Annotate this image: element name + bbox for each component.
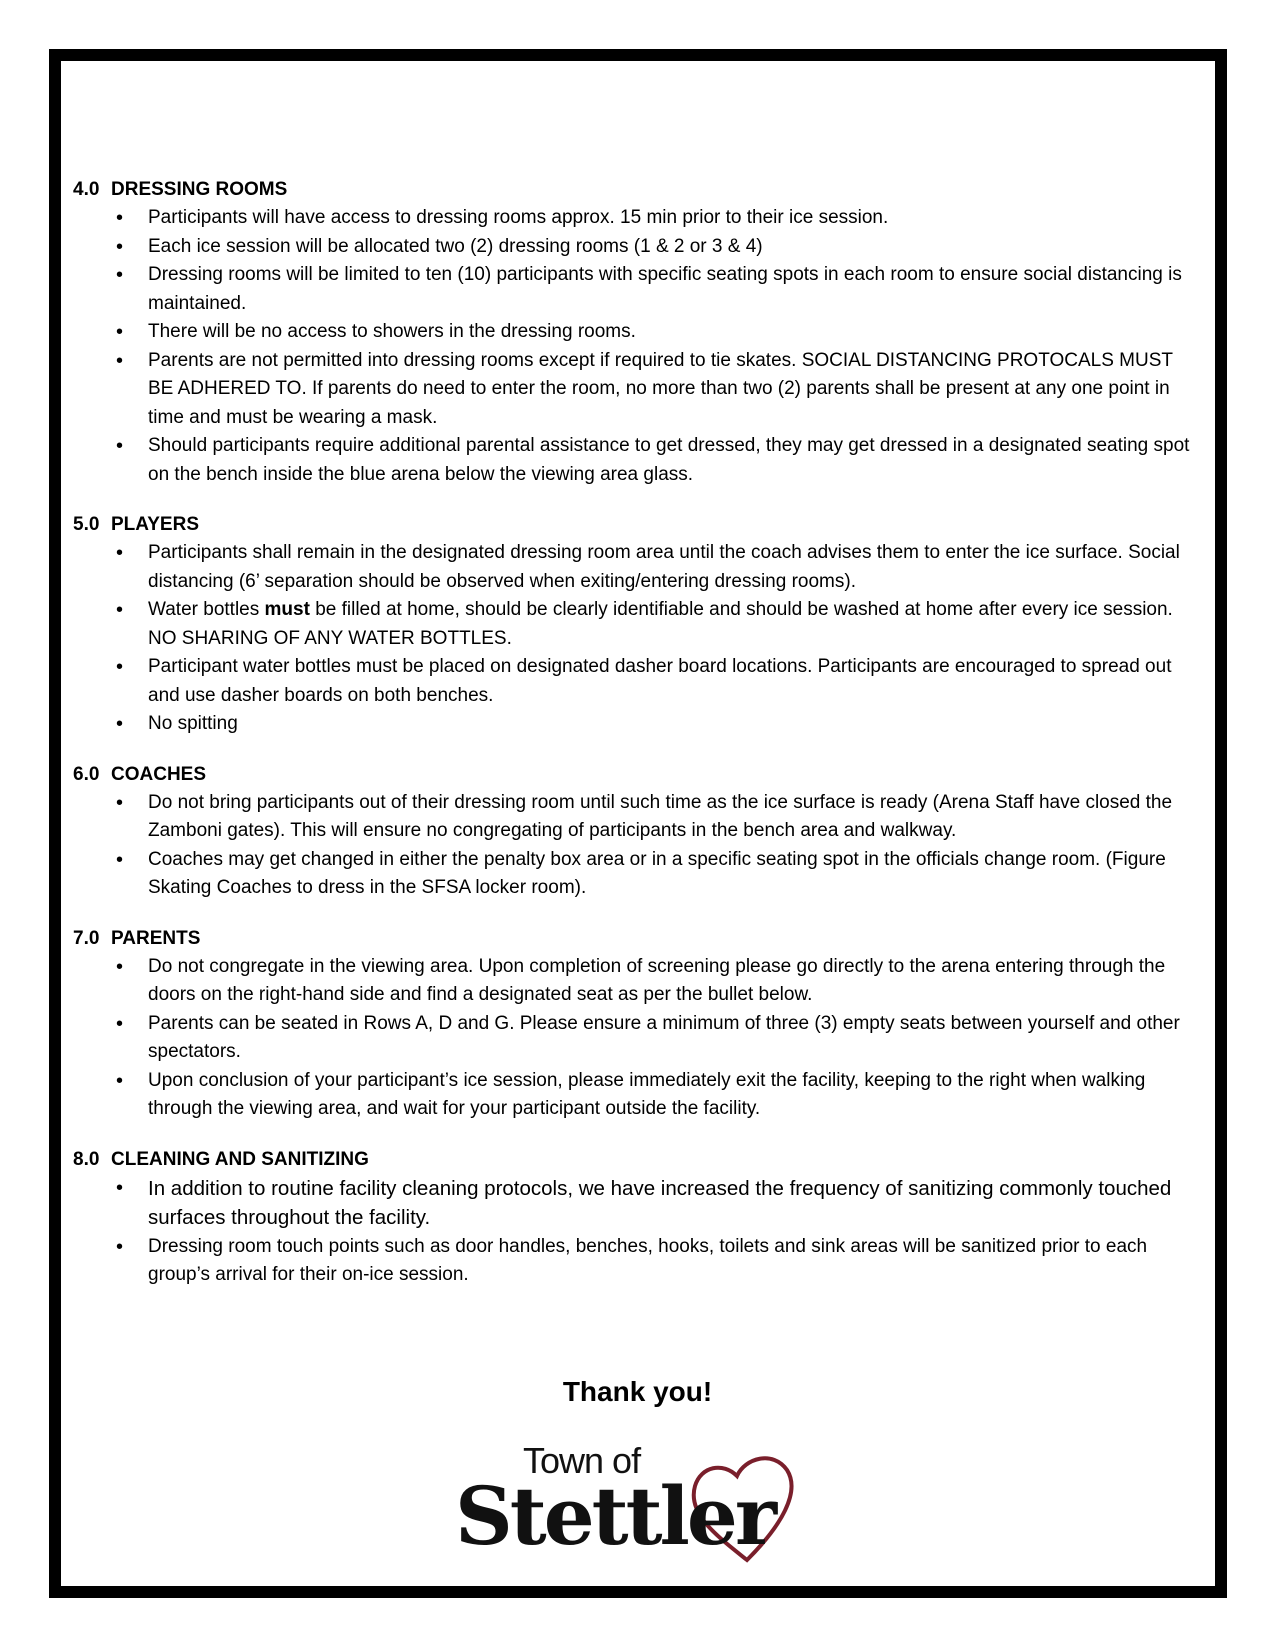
list-item: • No spitting [73,710,1193,739]
list-item: • Do not congregate in the viewing area. Upon completion of screening please go directly to the arena entering through the doors on the right-hand side and find a designated seat as per the bullet below. [73,953,1193,1010]
list-item: • Parents can be seated in Rows A, D and G. Please ensure a minimum of three (3) empty seats between yourself and other spectators. [73,1010,1193,1067]
section-title: PARENTS [111,927,201,949]
section-dressing-rooms [73,176,1193,489]
list-item: • Parents are not permitted into dressing rooms except if required to tie skates. SOCIAL DISTANCING PROTOCALS MUST BE ADHERED TO. If parents do need to enter the room, no more than two (2) parents shall be present at any one point in time and must be wearing a mask. [73,347,1193,433]
section-cleaning [73,1146,1193,1290]
list-item: • Participants will have access to dressing rooms approx. 15 min prior to their ice session. [73,204,1193,233]
list-item: • Dressing rooms will be limited to ten (10) participants with specific seating spots in each room to ensure social distancing is maintained. [73,261,1193,318]
section-number: 5.0 [73,514,100,535]
section-heading [73,511,1193,539]
section-title: COACHES [111,763,207,785]
list-item: • Coaches may get changed in either the penalty box area or in a specific seating spot in the officials change room. (Figure Skating Coaches to dress in the SFSA locker room). [73,846,1193,903]
list-item: • In addition to routine facility cleaning protocols, we have increased the frequency of sanitizing commonly touched surfaces throughout the facility. [73,1174,1193,1233]
list-item: • Participant water bottles must be placed on designated dasher board locations. Participants are encouraged to spread out and use dasher boards on both benches. [73,653,1193,710]
list-item-water-bottles: • Water bottles must be filled at home, should be clearly identifiable and should be washed at home after every ice session. NO SHARING OF ANY WATER BOTTLES. [73,596,1193,653]
bullet-list [73,953,1193,1124]
section-title: PLAYERS [111,514,199,535]
logo-line-name: Stettler [455,1469,774,1563]
section-heading [73,761,1193,789]
list-item: • Dressing room touch points such as door handles, benches, hooks, toilets and sink areas will be sanitized prior to each group’s arrival for their on-ice session. [73,1233,1193,1290]
section-heading [73,176,1193,204]
list-item: • Should participants require additional parental assistance to get dressed, they may get dressed in a designated seating spot on the bench inside the blue arena below the viewing area glass. [73,432,1193,489]
section-coaches [73,761,1193,903]
document-body [73,176,1193,1312]
town-logo [455,1436,825,1566]
list-item: • Each ice session will be allocated two (2) dressing rooms (1 & 2 or 3 & 4) [73,233,1193,262]
section-number: 6.0 [73,763,100,785]
bullet-list [73,1174,1193,1290]
section-players [73,511,1193,739]
bullet-list [73,204,1193,489]
list-item: • Upon conclusion of your participant’s ice session, please immediately exit the facility, keeping to the right when walking through the viewing area, and wait for your participant outside the facility. [73,1067,1193,1124]
section-heading [73,1146,1193,1174]
section-heading [73,925,1193,953]
list-item: • Participants shall remain in the designated dressing room area until the coach advises them to enter the ice surface. Social distancing (6’ separation should be observed when exiting/entering dressing rooms). [73,539,1193,596]
list-item: • Do not bring participants out of their dressing room until such time as the ice surface is ready (Arena Staff have closed the Zamboni gates). This will ensure no congregating of participants in the bench area and walkway. [73,789,1193,846]
bullet-list [73,789,1193,903]
section-number: 4.0 [73,179,100,200]
list-item: • There will be no access to showers in the dressing rooms. [73,318,1193,347]
section-parents [73,925,1193,1124]
logo-line-town: Town of [523,1440,641,1481]
section-title: CLEANING AND SANITIZING [111,1148,369,1170]
bullet-list [73,539,1193,739]
section-number: 7.0 [73,927,100,949]
closing-text: Thank you! [562,1376,713,1407]
section-number: 8.0 [73,1148,100,1170]
section-title: DRESSING ROOMS [111,179,288,200]
